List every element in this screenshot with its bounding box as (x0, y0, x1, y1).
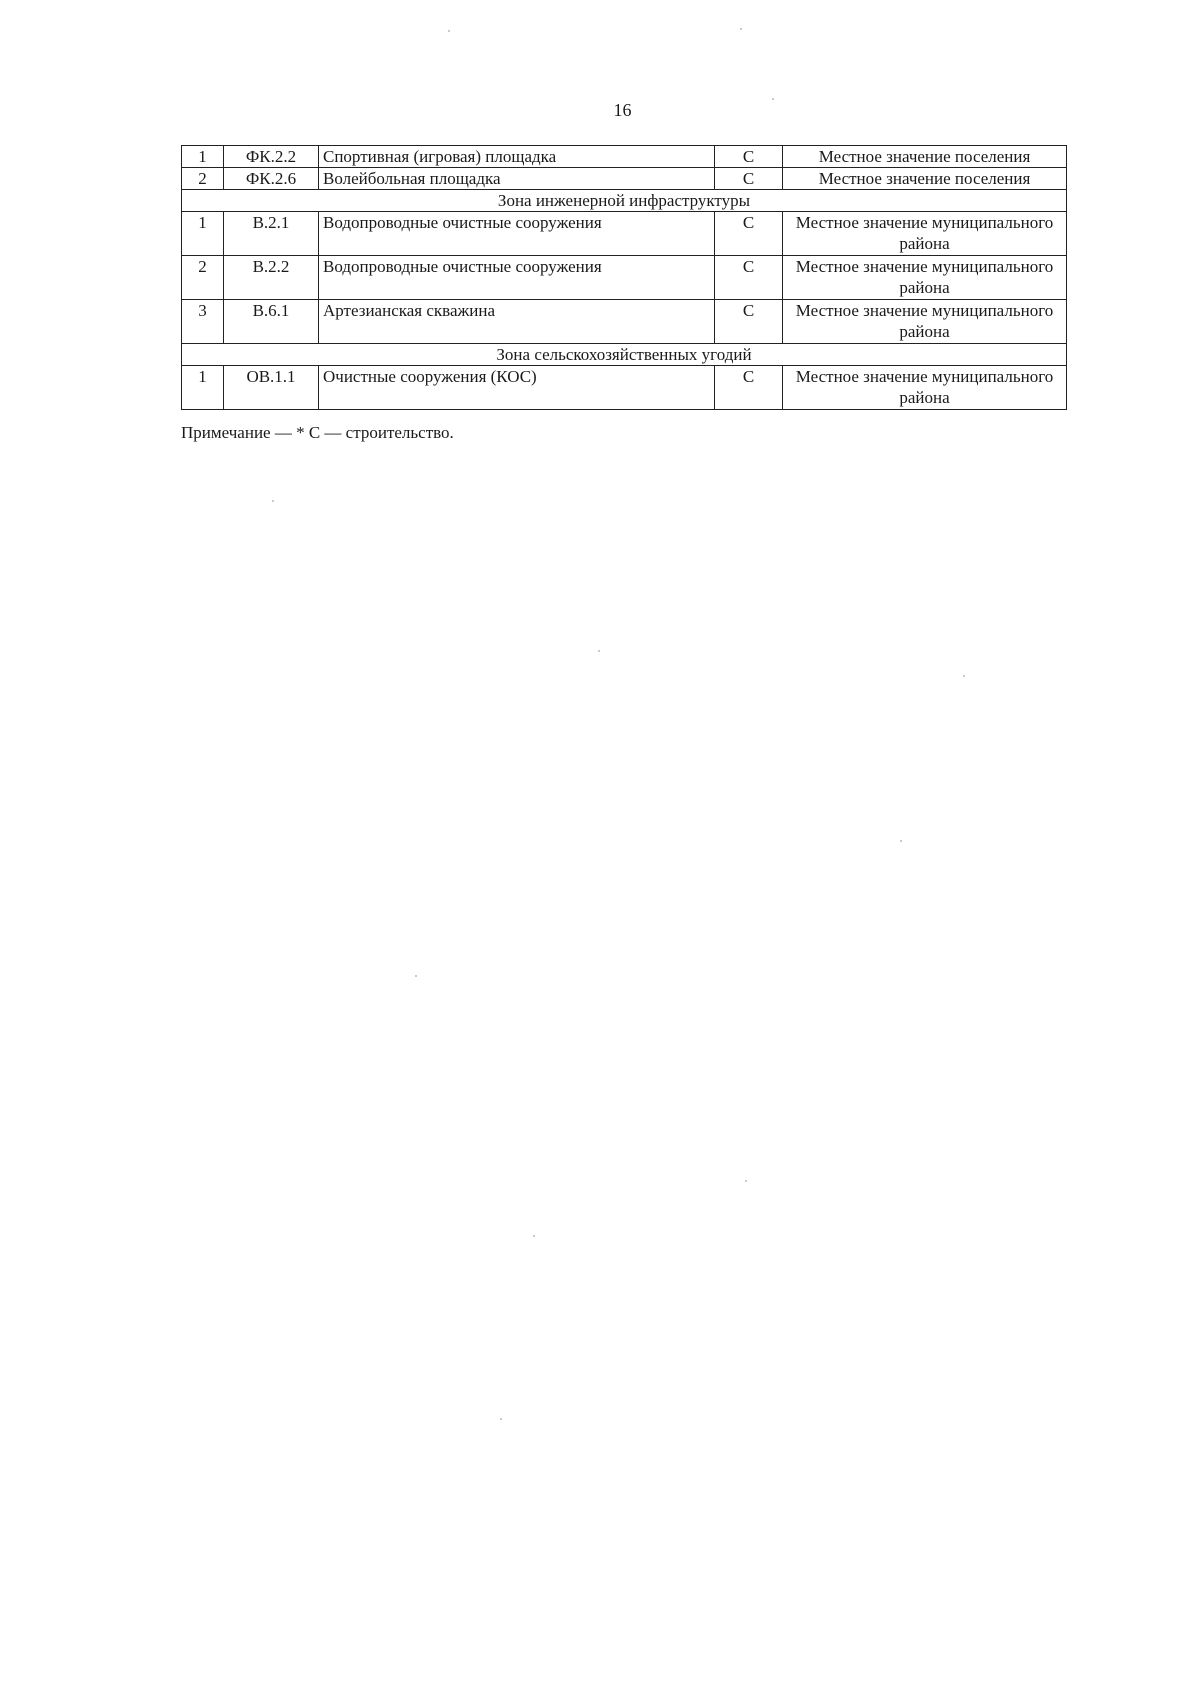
object-significance: Местное значение муниципального района (783, 300, 1067, 344)
row-number: 3 (182, 300, 224, 344)
object-code: В.6.1 (224, 300, 319, 344)
table-row (182, 300, 1067, 344)
object-code: ФК.2.2 (224, 146, 319, 168)
object-name: Артезианская скважина (319, 300, 715, 344)
table-row (182, 168, 1067, 190)
object-type: С (715, 168, 783, 190)
scan-speck (500, 1418, 502, 1420)
object-code: ОВ.1.1 (224, 366, 319, 410)
page-number: 16 (613, 100, 632, 120)
table-row (182, 256, 1067, 300)
object-significance: Местное значение поселения (783, 168, 1067, 190)
object-significance: Местное значение муниципального района (783, 212, 1067, 256)
object-significance: Местное значение поселения (783, 146, 1067, 168)
row-number: 1 (182, 366, 224, 410)
scan-speck (415, 975, 417, 977)
table-row (182, 212, 1067, 256)
zone-header-row (182, 190, 1067, 212)
scan-speck (772, 98, 774, 100)
scan-speck (598, 650, 600, 652)
table-row (182, 146, 1067, 168)
scan-speck (448, 30, 450, 32)
row-number: 2 (182, 168, 224, 190)
row-number: 1 (182, 146, 224, 168)
scan-speck (533, 1235, 535, 1237)
object-name: Водопроводные очистные сооружения (319, 256, 715, 300)
row-number: 2 (182, 256, 224, 300)
object-type: С (715, 300, 783, 344)
scan-speck (900, 840, 902, 842)
object-type: С (715, 212, 783, 256)
scan-speck (740, 28, 742, 30)
object-name: Водопроводные очистные сооружения (319, 212, 715, 256)
object-type: С (715, 256, 783, 300)
object-type: С (715, 366, 783, 410)
scan-speck (272, 500, 274, 502)
object-type: С (715, 146, 783, 168)
object-name: Спортивная (игровая) площадка (319, 146, 715, 168)
object-code: В.2.1 (224, 212, 319, 256)
object-significance: Местное значение муниципального района (783, 366, 1067, 410)
object-name: Волейбольная площадка (319, 168, 715, 190)
object-code: В.2.2 (224, 256, 319, 300)
zone-header-row (182, 344, 1067, 366)
object-code: ФК.2.6 (224, 168, 319, 190)
objects-table (181, 145, 1067, 410)
zone-title: Зона инженерной инфраструктуры (182, 190, 1067, 212)
table-row (182, 366, 1067, 410)
row-number: 1 (182, 212, 224, 256)
scan-speck (963, 675, 965, 677)
object-significance: Местное значение муниципального района (783, 256, 1067, 300)
object-name: Очистные сооружения (КОС) (319, 366, 715, 410)
scan-speck (745, 1180, 747, 1182)
footnote: Примечание — * С — строительство. (181, 423, 454, 442)
zone-title: Зона сельскохозяйственных угодий (182, 344, 1067, 366)
